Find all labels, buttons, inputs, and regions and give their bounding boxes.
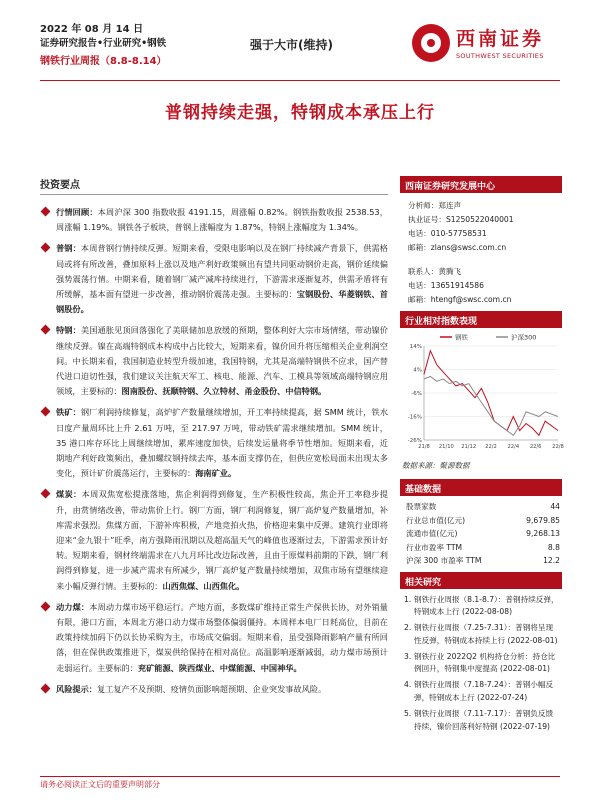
summary-paragraph [40,600,388,676]
key-data-label: 沪深 300 市盈率 TTM [406,556,482,565]
bullet-diamond-icon [41,325,51,335]
report-type: 证券研究报告•行业研究•钢铁 [40,38,167,49]
x-tick-label: 22/4 [507,444,520,450]
y-tick-label: -26% [407,438,422,444]
key-data-value: 44 [550,502,560,511]
target-stocks: 宝钢股份、华菱钢铁、首钢股份。 [56,289,388,315]
related-research-item[interactable] [400,594,562,620]
logo-text-cn: 西南证券 [456,28,545,50]
analyst-line: 邮箱：zlans@swsc.com.cn [408,243,507,252]
bullet-diamond-icon [41,601,51,611]
related-research-number: 2. [404,623,412,633]
summary-heading: 投资要点 [40,180,80,191]
relative-index-chart [400,328,562,458]
related-research-item[interactable] [400,622,562,648]
summary-paragraph [40,487,388,593]
analyst-line: 电话：13651914586 [408,281,484,290]
paragraph-text: 美国通胀见顶回落强化了美联储加息放缓的预期，整体利好大宗市场情绪，带动镍价继续反弹。镍在高端特钢成本构成中占比较大，短期来看，镍价回升将压缩相关企业利润空间。中长期来看，我国制造业转型升级加速，我国特钢，尤其是高端特钢供不应求，国产替代进口迫切性强，我们建议关注航天军工、核电、能源、汽车、工模具等领域高端特钢应用领域，主要标的： [56,325,388,397]
paragraph-text: 本周沪深 300 指数收报 4191.15，周涨幅 0.82%。钢铁指数收报 2538.53，周涨幅 1.19%。钢铁各子板块，普钢上涨幅度为 1.87%，特钢上涨幅度为 1.34%。 [56,207,388,233]
x-tick-label: 22/6 [529,444,542,450]
report-series: 钢铁行业周报（8.8-8.14） [40,56,167,67]
related-research-number: 1. [404,594,412,604]
analyst-info [400,193,562,311]
header-divider [40,80,560,81]
sidebar [400,176,562,736]
key-data-label: 行业总市值(亿元) [406,515,466,525]
key-data-label: 股票家数 [406,502,437,511]
legend-label: 沪深300 [511,333,537,342]
industry-rating: 强于大市(维持) [250,38,333,52]
paragraph-label: 行情回顾： [56,207,98,217]
related-research-link[interactable]: 钢铁行业周报（7.11-7.17）：普钢负反馈持续，镍价回落利好特钢 (2022-07-19) [414,708,554,731]
related-research-item[interactable] [400,708,562,734]
key-data-row [400,514,562,528]
key-data-label: 流通市值(亿元) [406,529,458,538]
related-research-link[interactable]: 钢铁行业周报（7.25-7.31）：普钢将呈现性反弹，特钢成本持续上行 (2022-08-01) [414,623,558,645]
related-research-list [400,589,562,734]
bullet-diamond-icon [41,489,51,499]
paragraph-label: 动力煤： [56,601,90,612]
key-data-row [400,554,562,568]
logo-text-en: SOUTHWEST SECURITIES [456,52,544,60]
key-data-row [400,541,562,555]
summary-paragraph [40,405,388,481]
footer-divider [40,776,560,777]
summary-paragraph [40,241,388,317]
x-tick-label: 22/8 [552,444,564,450]
key-data-value: 8.8 [547,542,560,552]
paragraph-label: 煤炭： [56,489,82,500]
x-tick-label: 22/2 [485,444,497,450]
related-research-link[interactable]: 钢铁行业 2022Q2 机构持仓分析：持仓比例回升，特钢集中度提高 (2022-08-01) [414,651,556,674]
analyst-line: 电话：010-57758531 [408,229,487,238]
related-research-number: 4. [404,680,412,690]
report-header [40,14,560,76]
performance-heading: 行业相对指数表现 [400,311,562,328]
paragraph-label: 特钢： [56,325,81,336]
paragraph-text: 本周双焦宽松提涨落地，焦企利润得到修复，生产积极性较高，焦企开工率稳步提升，由赏情绪改善，带动焦价上行。钢厂方面，钢厂利润修复，钢厂高炉复产数量增加，补库需求强烈。焦煤方面，下游补库积极，产地竞拍火热，价格迎来集中反弹。建筑行业即将迎来“金九银十”旺季，南方强降雨汛期以及超高温天气的峰值也逐渐过去，下游需求预计好转。短期来看，钢材终端需求在八九月环比改边际改善，且由于原煤料前期的下跌，钢厂利润得到修复，进一步减产需求有所减少，钢厂高炉复产数量持续增加，双焦市场有望继续迎来小幅反弹行情。主要标的： [56,489,388,591]
related-research-item[interactable] [400,651,562,677]
report-title: 普钢持续走强，特钢成本承压上行 [165,103,435,123]
related-research-number: 3. [404,651,412,661]
y-tick-label: 14% [409,344,422,350]
target-stocks: 兖矿能源、陕西煤业、中煤能源、中国神华。 [137,662,302,673]
bullet-diamond-icon [41,683,51,693]
team-heading: 西南证券研究发展中心 [400,176,562,193]
brand-logo [410,20,560,70]
legend-label: 钢铁 [455,333,468,342]
target-stocks: 海南矿业。 [195,468,237,479]
related-research-heading: 相关研究 [400,572,562,589]
analyst-line: 执业证号：S1250522040001 [408,215,514,224]
key-data-value: 9,679.85 [526,515,560,525]
target-stocks: 山西焦煤、山西焦化。 [162,580,245,591]
paragraph-label: 风险提示： [56,683,97,694]
analyst-line: 邮箱：htengf@swsc.com.cn [408,295,512,304]
relative-index-chart-svg [400,328,562,458]
key-data-label: 行业市盈率 TTM [406,542,463,552]
related-research-link[interactable]: 钢铁行业周报（8.1-8.7）：普钢持续反弹，特钢成本上行 (2022-08-08) [414,594,559,617]
bullet-diamond-icon [41,407,51,417]
key-data-row [400,527,562,541]
summary-divider [40,194,388,195]
key-data-row [400,500,562,514]
paragraph-label: 普钢： [56,243,81,254]
summary-list [40,205,388,697]
related-research-link[interactable]: 钢铁行业周报（7.18-7.24）：普钢小幅反弹，特钢成本上行 (2022-07-24) [414,680,554,703]
footer-disclaimer: 请务必阅读正文后的重要声明部分 [40,780,160,789]
x-tick-label: 21/12 [461,444,477,450]
logo-mark-icon [412,24,450,62]
paragraph-text: 本周普钢行情持续反弹。短期来看，受限电影响以及在钢厂持续减产背景下，供需格局或将有所改善，叠加原料上涨以及地产利好政策频出有望共同驱动钢价走高，钢价延续偏强势震荡行情。中期来看，随着钢厂减产减库持续进行，下游需求逐渐复苏，供需矛盾将有所缓解，基本面有望进一步改善，推动钢价震荡走强。主要标的： [56,243,388,300]
summary-paragraph [40,323,388,399]
analyst-spacer [408,255,560,265]
y-tick-label: 4% [413,367,422,374]
related-research-number: 5. [404,708,412,718]
bullet-diamond-icon [41,243,51,253]
summary-paragraph [40,682,388,697]
summary-paragraph [40,205,388,235]
chart-source: 数据来源：聚源数据 [402,461,470,470]
key-data-heading: 基础数据 [400,479,562,496]
y-tick-label: -6% [411,391,422,397]
paragraph-text: 钢厂利润持续修复，高炉扩产数量继续增加，开工率持续提高，据 SMM 统计，铁水日度产量周环比上升 2.61 万吨，至 217.97 万吨，带动铁矿需求继续增加。SMM 统计，35 港口库存环比上周继续增加，累库速度加快，后续发运量将季节性增加。短期来看，近期地产利好政策频出，叠加螺纹钢持续去库，基本面支撑仍在，但供应宽松局面未出现太多变化，预计矿价震荡运行，主要标的： [56,407,388,479]
x-tick-label: 21/8 [418,444,430,450]
related-research-item[interactable] [400,679,562,705]
key-data-value: 12.2 [543,556,560,565]
analyst-line: 分析师：郑连声 [408,201,462,210]
analyst-line: 联系人：黄腾飞 [408,267,462,276]
series-line [424,377,558,436]
paragraph-label: 铁矿： [56,407,81,418]
investment-summary [40,176,388,703]
x-tick-label: 21/10 [438,444,454,450]
report-date: 2022 年 08 月 14 日 [40,24,144,35]
key-data-value: 9,268.13 [526,529,560,538]
paragraph-text: 本周动力煤市场平稳运行。产地方面，多数煤矿维持正常生产保供长协，对外销量有限，港口方面，本周北方港口动力煤市场整体偏弱僵持。本周样本电厂日耗高位，目前在政策持续加码下仍以长协采购为主，市场成交偏弱。短期来看，虽受强降雨影响产量有所回落，但在保供政策推进下，煤炭供给保持在相对高位。高温影响逐渐减弱，动力煤市场预计走弱运行。主要标的： [56,601,388,673]
bullet-diamond-icon [41,207,51,217]
target-stocks: 图南股份、抚顺特钢、久立特材、甬金股份、中信特钢。 [121,386,327,397]
key-data-list [400,496,562,572]
paragraph-text: 复工复产不及预期、疫情负面影响超预期、企业突发事故风险。 [96,683,327,694]
y-tick-label: -16% [407,414,422,421]
